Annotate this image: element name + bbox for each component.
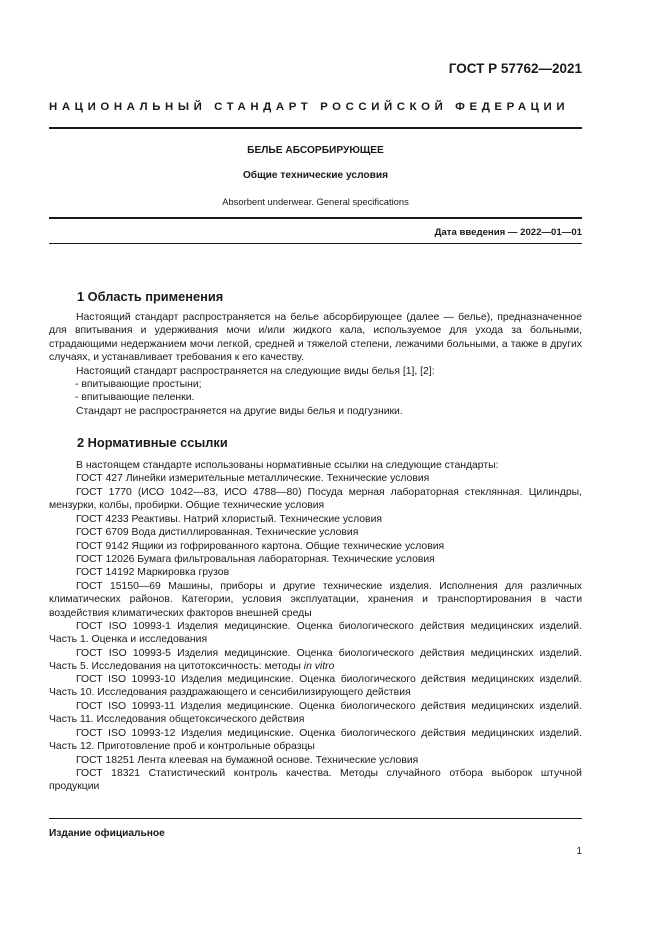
scope-paragraph: Настоящий стандарт распространяется на белье абсорбирующее (далее — белье), предназначенное для впитывания и удерживания мочи и/или жидкого кала, используемое для ухода за больными, страдающими недержанием мочи легкой, средней и тяжелой степени, лежачими больными, а также в других случаях, и устанавливает требования к его качеству. [49,312,582,364]
title-rule [49,217,582,219]
reference-item: ГОСТ 9142 Ящики из гофрированного картона. Общие технические условия [76,541,445,552]
official-edition-label: Издание официальное [49,828,165,839]
reference-item [49,647,582,674]
reference-item: ГОСТ 15150—69 Машины, приборы и другие технические изделия. Исполнения для различных климатических районов. Категории, условия эксплуатации, хранения и транспортирования в части воздействия климатических факторов внешней среды [49,581,582,619]
document-number: ГОСТ Р 57762—2021 [448,61,582,76]
scope-types-paragraph: Настоящий стандарт распространяется на следующие виды белья [1], [2]: [76,366,435,377]
document-title-english: Absorbent underwear. General specifications [222,196,409,207]
reference-item: ГОСТ 427 Линейки измерительные металлические. Технические условия [76,473,430,484]
page-number: 1 [576,846,582,857]
reference-item: ГОСТ ISO 10993-10 Изделия медицинские. Оценка биологического действия медицинских изделий. Часть 10. Исследования раздражающего и сенсибилизирующего действия [49,674,582,699]
reference-item: ГОСТ 6709 Вода дистиллированная. Технические условия [76,527,359,538]
reference-item: ГОСТ 14192 Маркировка грузов [76,567,230,578]
reference-item: ГОСТ 1770 (ИСО 1042—83, ИСО 4788—80) Посуда мерная лабораторная стеклянная. Цилиндры, мензурки, колбы, пробирки. Общие технические условия [49,487,582,512]
reference-item: ГОСТ 18321 Статистический контроль качества. Методы случайного отбора выборок штучной продукции [49,768,582,793]
reference-item: ГОСТ 18251 Лента клеевая на бумажной основе. Технические условия [76,755,419,766]
reference-item: ГОСТ ISO 10993-12 Изделия медицинские. Оценка биологического действия медицинских изделий. Часть 12. Приготовление проб и контрольные образцы [49,728,582,753]
section-1-heading: 1 Область применения [77,289,224,304]
date-rule [49,243,582,244]
reference-item: ГОСТ ISO 10993-11 Изделия медицинские. Оценка биологического действия медицинских изделий. Часть 11. Исследования общетоксического действия [49,701,582,726]
reference-text: ГОСТ ISO 10993-5 Изделия медицинские. Оценка биологического действия медицинских изделий. Часть 5. Исследования на цитотоксичность: методы [49,648,582,673]
document-title: БЕЛЬЕ АБСОРБИРУЮЩЕЕ [247,145,384,156]
references-intro: В настоящем стандарте использованы нормативные ссылки на следующие стандарты: [76,460,499,471]
footer-rule [49,818,582,819]
section-2-heading: 2 Нормативные ссылки [77,435,228,450]
in-vitro-italic: in vitro [303,661,335,673]
header-rule [49,127,582,129]
introduction-date: Дата введения — 2022—01—01 [434,227,582,238]
national-standard-banner: НАЦИОНАЛЬНЫЙ СТАНДАРТ РОССИЙСКОЙ ФЕДЕРАЦИИ [49,101,570,113]
reference-item: ГОСТ 4233 Реактивы. Натрий хлористый. Технические условия [76,514,382,525]
document-subtitle: Общие технические условия [242,170,389,181]
list-item: - впитывающие простыни; [75,379,202,390]
list-item: - впитывающие пеленки. [75,392,195,403]
reference-item: ГОСТ ISO 10993-1 Изделия медицинские. Оценка биологического действия медицинских изделий. Часть 1. Оценка и исследования [49,621,582,646]
scope-exclusion-paragraph: Стандарт не распространяется на другие виды белья и подгузники. [76,406,403,417]
reference-item: ГОСТ 12026 Бумага фильтровальная лабораторная. Технические условия [76,554,435,565]
